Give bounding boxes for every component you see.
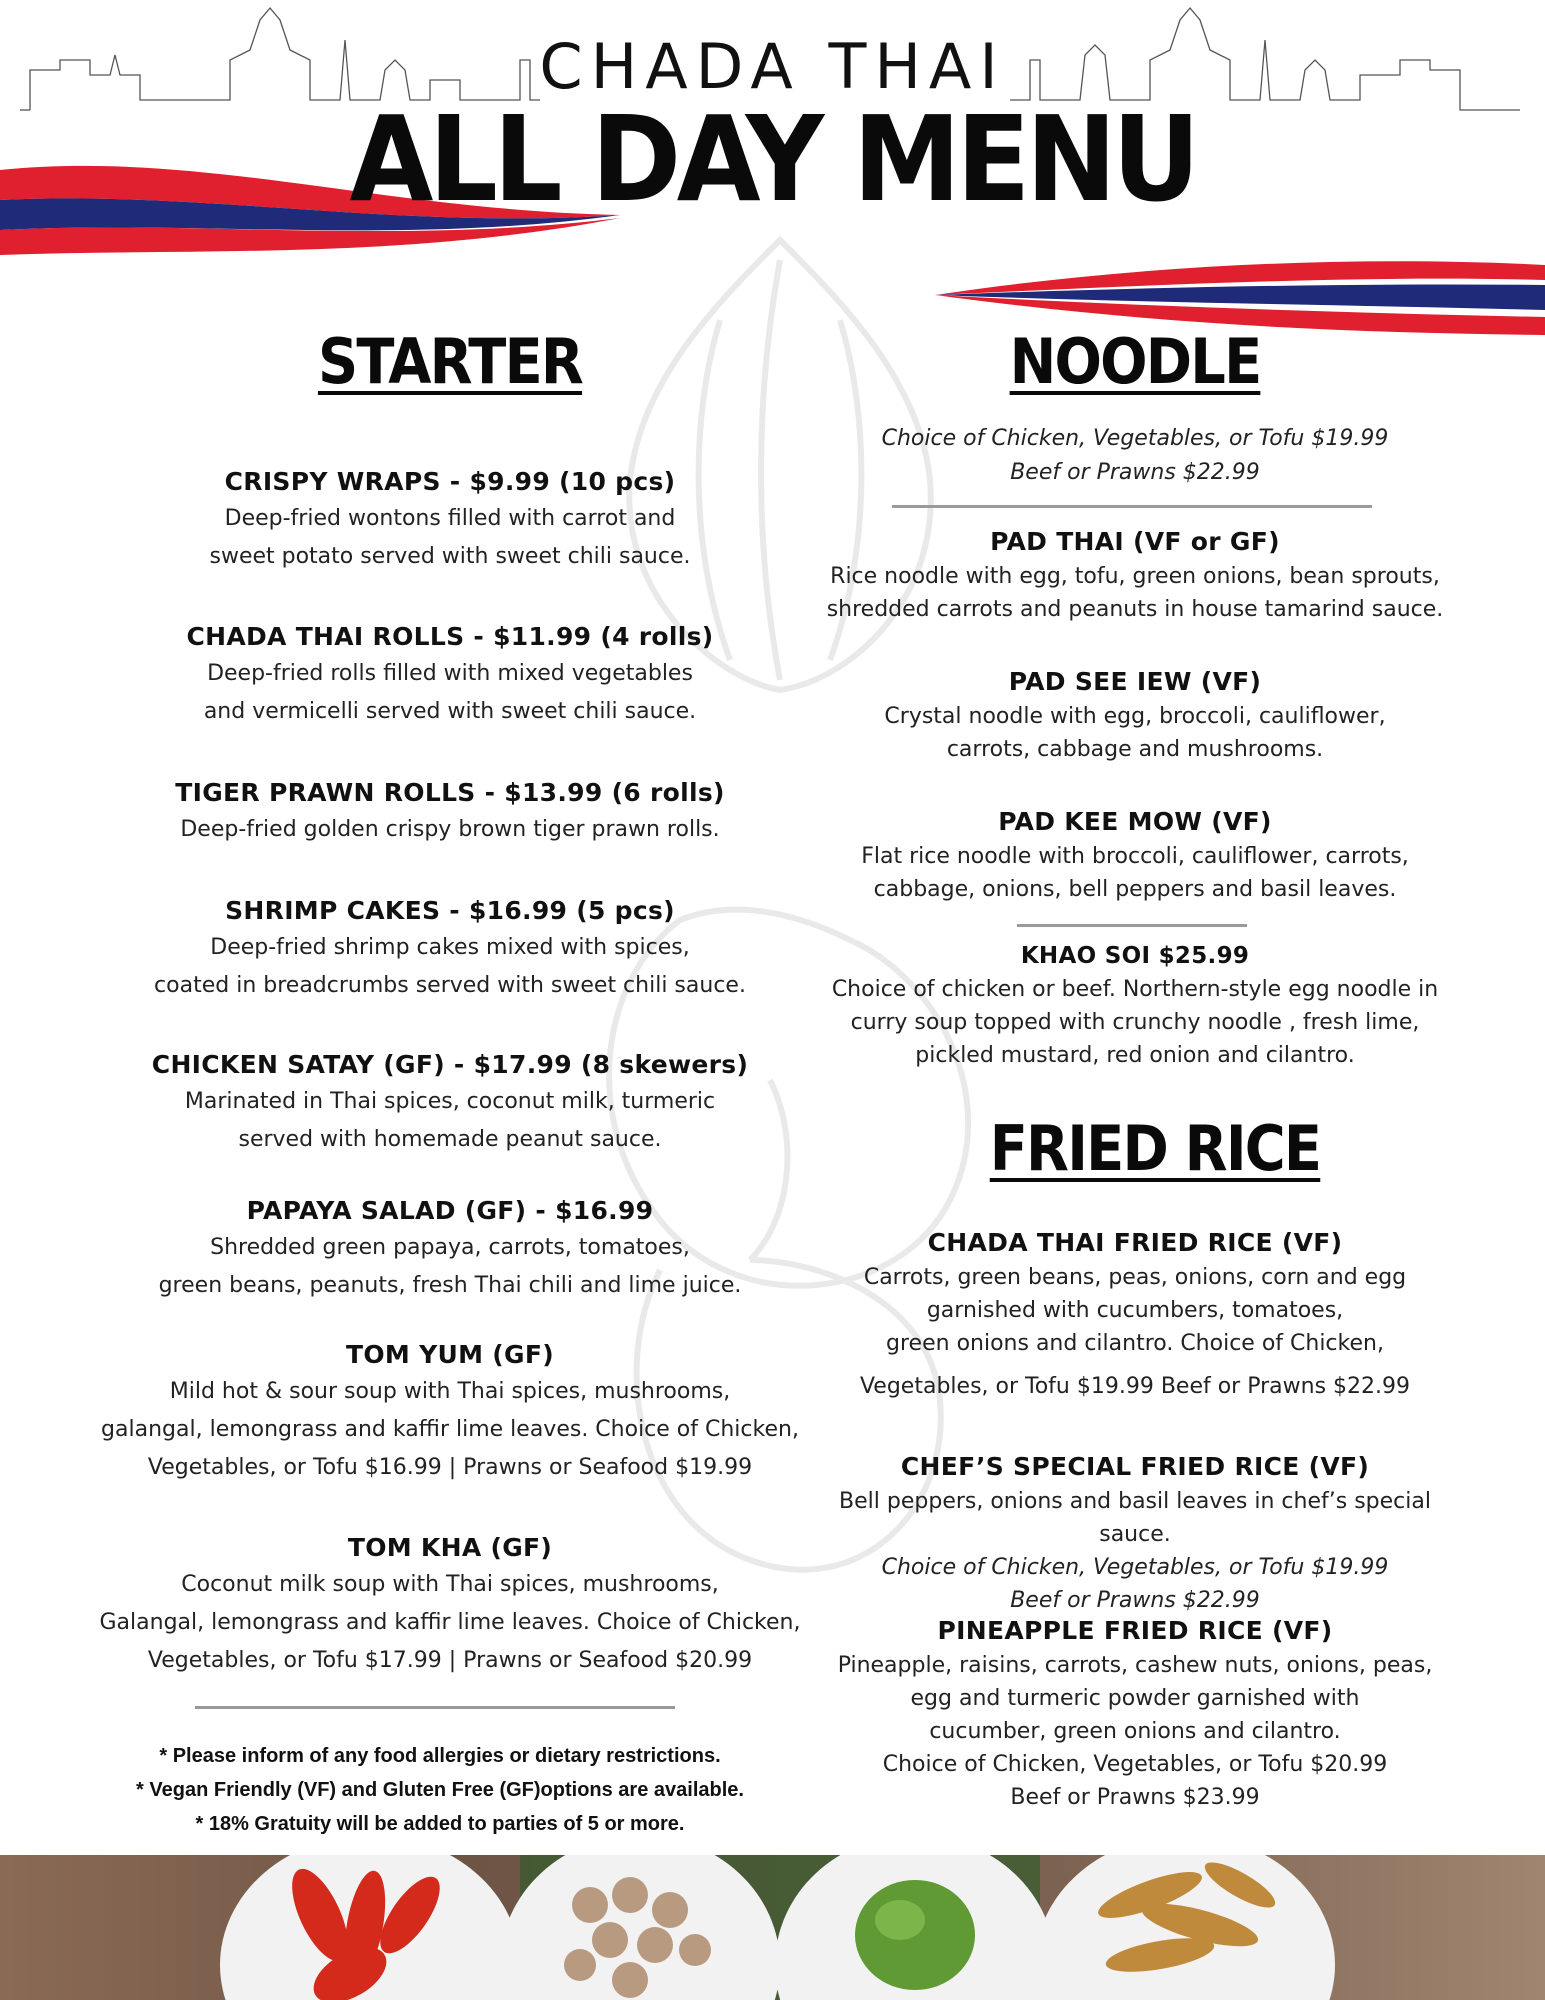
price-line: Choice of Chicken, Vegetables, or Tofu $19.99: [881, 426, 1389, 451]
item-name: PINEAPPLE FRIED RICE (VF): [937, 1616, 1333, 1645]
desc-line: Mild hot & sour soup with Thai spices, mushrooms,: [169, 1379, 731, 1404]
desc-line: galangal, lemongrass and kaffir lime leaves. Choice of Chicken,: [101, 1417, 799, 1442]
desc-line: and vermicelli served with sweet chili sauce.: [203, 699, 697, 724]
desc-line: Coconut milk soup with Thai spices, mushrooms,: [181, 1572, 719, 1597]
item-name: CHADA THAI FRIED RICE (VF): [927, 1228, 1343, 1257]
item-name: PAPAYA SALAD (GF) - $16.99: [246, 1196, 654, 1225]
item-description: [80, 500, 820, 576]
item-description: [80, 1373, 820, 1487]
desc-line: Beef or Prawns $22.99: [1010, 1588, 1260, 1613]
desc-line: cabbage, onions, bell peppers and basil leaves.: [873, 877, 1397, 902]
item-name: TOM YUM (GF): [346, 1340, 554, 1369]
note-allergies: * Please inform of any food allergies or dietary restrictions.: [159, 1745, 721, 1767]
menu-title: ALL DAY MENU: [349, 90, 1196, 228]
item-name: PAD SEE IEW (VF): [1008, 667, 1262, 696]
desc-line: Deep-fried golden crispy brown tiger prawn rolls.: [180, 817, 720, 842]
menu-item-tom-yum: [80, 1340, 820, 1487]
desc-line: coated in breadcrumbs served with sweet chili sauce.: [154, 973, 746, 998]
desc-line: shredded carrots and peanuts in house tamarind sauce.: [826, 597, 1444, 622]
fried-rice-list: [800, 0, 1470, 2000]
desc-line: green beans, peanuts, fresh Thai chili and lime juice.: [158, 1273, 742, 1298]
desc-line: Bell peppers, onions and basil leaves in chef’s special sauce.: [839, 1489, 1431, 1547]
menu-item-chada-thai-rolls: [80, 622, 820, 731]
item-name: SHRIMP CAKES - $16.99 (5 pcs): [225, 896, 675, 925]
menu-item-papaya-salad: [80, 1196, 820, 1305]
item-name: CHEF’S SPECIAL FRIED RICE (VF): [900, 1452, 1370, 1481]
item-description: [80, 929, 820, 1005]
item-name: PAD THAI (VF or GF): [990, 527, 1280, 556]
footer-notes: [80, 1739, 800, 1841]
desc-line: sweet potato served with sweet chili sauce.: [209, 544, 691, 569]
desc-line: Galangal, lemongrass and kaffir lime leaves. Choice of Chicken,: [99, 1610, 801, 1635]
desc-line: curry soup topped with crunchy noodle , fresh lime,: [850, 1010, 1420, 1035]
price-line: Beef or Prawns $22.99: [1010, 460, 1260, 485]
item-description: [800, 1261, 1470, 1403]
menu-item-tiger-prawn-rolls: [80, 778, 820, 849]
note-gratuity: * 18% Gratuity will be added to parties of 5 or more.: [195, 1813, 685, 1835]
item-name: KHAO SOI $25.99: [1020, 943, 1250, 969]
desc-line: Deep-fried shrimp cakes mixed with spices,: [210, 935, 690, 960]
desc-line: Marinated in Thai spices, coconut milk, turmeric: [184, 1089, 716, 1114]
menu-item-crispy-wraps: [80, 467, 820, 576]
section-title-noodle: NOODLE: [1009, 325, 1261, 398]
item-description: [80, 1229, 820, 1305]
desc-line: Shredded green papaya, carrots, tomatoes,: [210, 1235, 690, 1260]
restaurant-name: CHADA THAI: [539, 30, 1006, 103]
menu-item-pineapple-fried-rice: [800, 1616, 1470, 1814]
divider: [195, 1706, 675, 1709]
desc-line: Vegetables, or Tofu $19.99 Beef or Prawns $22.99: [859, 1374, 1411, 1399]
item-description: [80, 811, 820, 849]
note-vf-gf: * Vegan Friendly (VF) and Gluten Free (GF)options are available.: [136, 1779, 744, 1801]
item-name: CHICKEN SATAY (GF) - $17.99 (8 skewers): [151, 1050, 749, 1079]
section-title-fried-rice: FRIED RICE: [989, 1112, 1321, 1185]
desc-line: Rice noodle with egg, tofu, green onions, bean sprouts,: [830, 564, 1440, 589]
desc-line: green onions and cilantro. Choice of Chicken,: [886, 1331, 1384, 1356]
menu-item-shrimp-cakes: [80, 896, 820, 1005]
desc-line: Choice of chicken or beef. Northern-style egg noodle in: [831, 977, 1439, 1002]
desc-line: Choice of Chicken, Vegetables, or Tofu $19.99: [881, 1555, 1389, 1580]
starter-list: [80, 0, 820, 2000]
desc-line: pickled mustard, red onion and cilantro.: [915, 1043, 1355, 1068]
item-name: CHADA THAI ROLLS - $11.99 (4 rolls): [186, 622, 714, 651]
menu-item-tom-kha: [80, 1533, 820, 1680]
desc-line: Carrots, green beans, peas, onions, corn and egg: [863, 1265, 1407, 1290]
desc-line: Vegetables, or Tofu $16.99 | Prawns or Seafood $19.99: [147, 1455, 753, 1480]
item-name: PAD KEE MOW (VF): [998, 807, 1272, 836]
item-name: CRISPY WRAPS - $9.99 (10 pcs): [224, 467, 676, 496]
desc-line: Vegetables, or Tofu $17.99 | Prawns or Seafood $20.99: [147, 1648, 753, 1673]
desc-line: garnished with cucumbers, tomatoes,: [926, 1298, 1344, 1323]
item-description: [800, 1649, 1470, 1814]
item-description: [80, 1566, 820, 1680]
desc-line: served with homemade peanut sauce.: [238, 1127, 662, 1152]
desc-line: Deep-fried rolls filled with mixed vegetables: [207, 661, 693, 686]
section-title-starter: STARTER: [317, 325, 583, 398]
menu-item-chicken-satay: [80, 1050, 820, 1159]
menu-item-chada-thai-fried-rice: [800, 1228, 1470, 1403]
desc-line: Beef or Prawns $23.99: [1010, 1785, 1260, 1810]
menu-item-chefs-special-fried-rice: [800, 1452, 1470, 1617]
desc-line: carrots, cabbage and mushrooms.: [946, 737, 1324, 762]
desc-line: egg and turmeric powder garnished with: [910, 1686, 1360, 1711]
item-name: TIGER PRAWN ROLLS - $13.99 (6 rolls): [175, 778, 725, 807]
desc-line: Deep-fried wontons filled with carrot and: [224, 506, 676, 531]
desc-line: Crystal noodle with egg, broccoli, cauliflower,: [884, 704, 1386, 729]
desc-line: Pineapple, raisins, carrots, cashew nuts, onions, peas,: [837, 1653, 1433, 1678]
item-description: [80, 1083, 820, 1159]
desc-line: Flat rice noodle with broccoli, cauliflower, carrots,: [861, 844, 1409, 869]
desc-line: Choice of Chicken, Vegetables, or Tofu $20.99: [882, 1752, 1388, 1777]
item-description: [800, 1485, 1470, 1617]
desc-line: cucumber, green onions and cilantro.: [929, 1719, 1341, 1744]
item-name: TOM KHA (GF): [347, 1533, 553, 1562]
ingredient-bowls-photo: [0, 1855, 1545, 2000]
item-description: [80, 655, 820, 731]
